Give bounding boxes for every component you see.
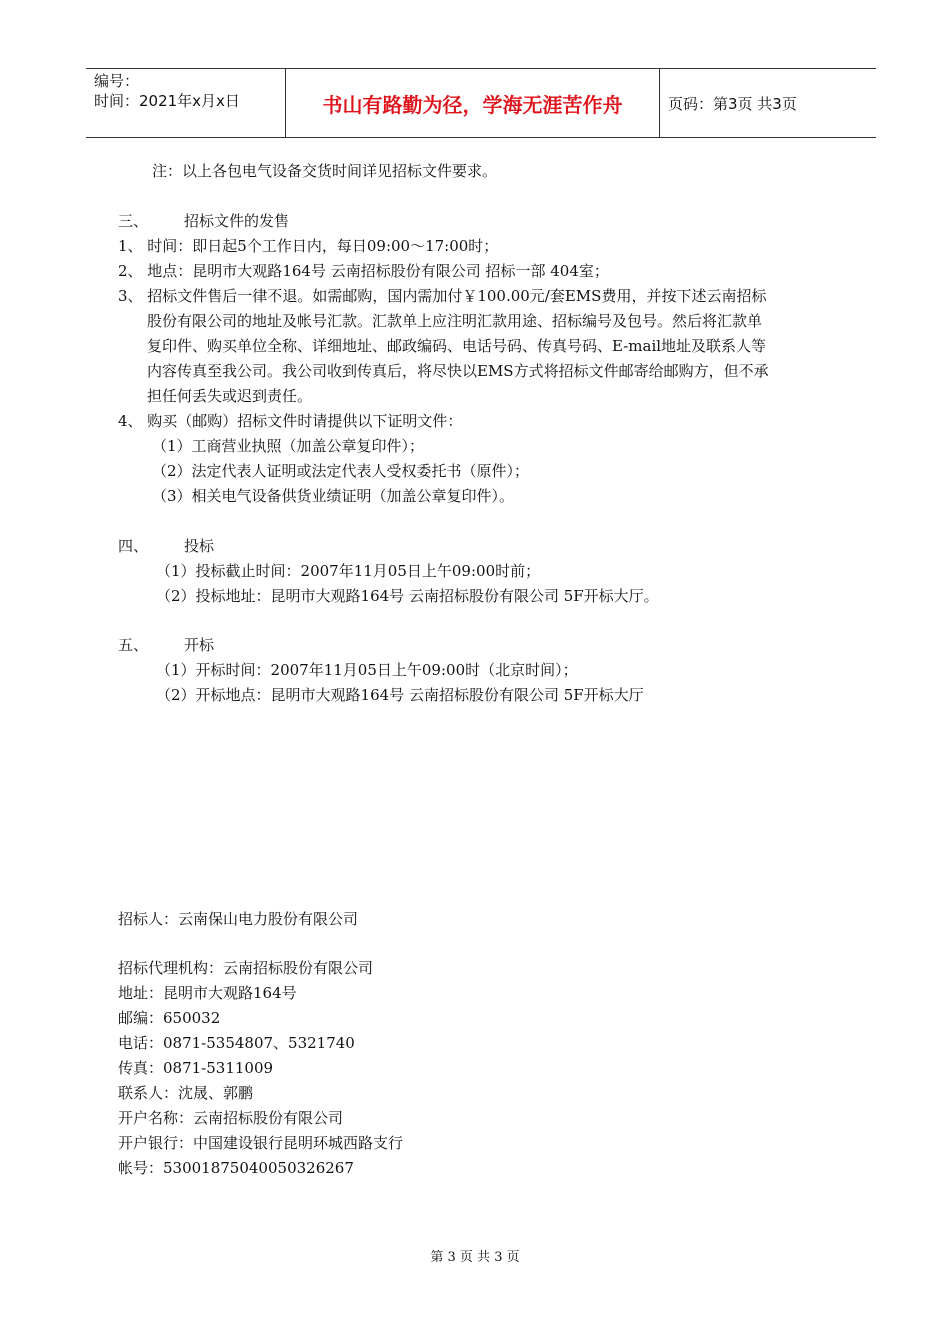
header-meta	[86, 69, 286, 137]
section3-item3-line3: 复印件、购买单位全称、详细地址、邮政编码、电话号码、传真号码、E-mail地址及联系人等	[147, 337, 767, 355]
section3-sub3: （3）相关电气设备供货业绩证明（加盖公章复印件）。	[152, 487, 515, 505]
header-motto: 书山有路勤为径，学海无涯苦作舟	[286, 69, 660, 137]
postcode: 邮编：650032	[118, 1009, 221, 1027]
section3-heading	[118, 209, 289, 234]
section4-item1: （1）投标截止时间：2007年11月05日上午09:00时前；	[156, 562, 541, 580]
note: 注：以上各包电气设备交货时间详见招标文件要求。	[152, 162, 498, 180]
section4-number: 四、	[118, 537, 149, 555]
section5-heading	[118, 633, 214, 658]
section3-item3-line1: 3、 招标文件售后一律不退。如需邮购，国内需加付￥100.00元/套EMS费用，并按下述云南招标	[118, 287, 767, 305]
page-footer: 第 3 页 共 3 页	[430, 1250, 520, 1265]
number-label: 编号：	[94, 72, 140, 90]
account-number: 帐号：53001875040050326267	[118, 1159, 354, 1177]
header-page-label: 页码：第3页 共3页	[668, 94, 797, 113]
section5-title: 开标	[184, 636, 215, 654]
address: 地址：昆明市大观路164号	[118, 984, 297, 1002]
tenderee: 招标人：云南保山电力股份有限公司	[118, 910, 359, 928]
section4-item2: （2）投标地址：昆明市大观路164号 云南招标股份有限公司 5F开标大厅。	[156, 587, 659, 605]
section5-item2: （2）开标地点：昆明市大观路164号 云南招标股份有限公司 5F开标大厅	[156, 686, 644, 704]
section3-item3-line4: 内容传真至我公司。我公司收到传真后，将尽快以EMS方式将招标文件邮寄给邮购方，但不承	[147, 362, 769, 380]
section3-item2: 2、 地点：昆明市大观路164号 云南招标股份有限公司 招标一部 404室；	[118, 262, 609, 280]
contact-person: 联系人：沈晟、郭鹏	[118, 1084, 254, 1102]
section3-title: 招标文件的发售	[184, 212, 290, 230]
section3-item4: 4、 购买（邮购）招标文件时请提供以下证明文件：	[118, 412, 463, 430]
section3-item1: 1、 时间：即日起5个工作日内，每日09:00～17:00时；	[118, 237, 499, 255]
section4-heading	[118, 534, 214, 559]
phone: 电话：0871-5354807、5321740	[118, 1034, 355, 1052]
section5-item1: （1）开标时间：2007年11月05日上午09:00时（北京时间）；	[156, 661, 578, 679]
time-label: 时间：2021年x月x日	[94, 92, 240, 110]
document-header	[86, 68, 876, 138]
agency: 招标代理机构：云南招标股份有限公司	[118, 959, 374, 977]
section3-item3-line5: 担任何丢失或迟到责任。	[147, 387, 313, 405]
account-name: 开户名称：云南招标股份有限公司	[118, 1109, 344, 1127]
fax: 传真：0871-5311009	[118, 1059, 274, 1077]
section3-item3-line2: 股份有限公司的地址及帐号汇款。汇款单上应注明汇款用途、招标编号及包号。然后将汇款单	[147, 312, 763, 330]
bank: 开户银行：中国建设银行昆明环城西路支行	[118, 1134, 404, 1152]
section3-sub2: （2）法定代表人证明或法定代表人受权委托书（原件）；	[152, 462, 530, 480]
section3-sub1: （1）工商营业执照（加盖公章复印件）；	[152, 437, 425, 455]
section3-number: 三、	[118, 212, 149, 230]
section4-title: 投标	[184, 537, 215, 555]
section5-number: 五、	[118, 636, 149, 654]
